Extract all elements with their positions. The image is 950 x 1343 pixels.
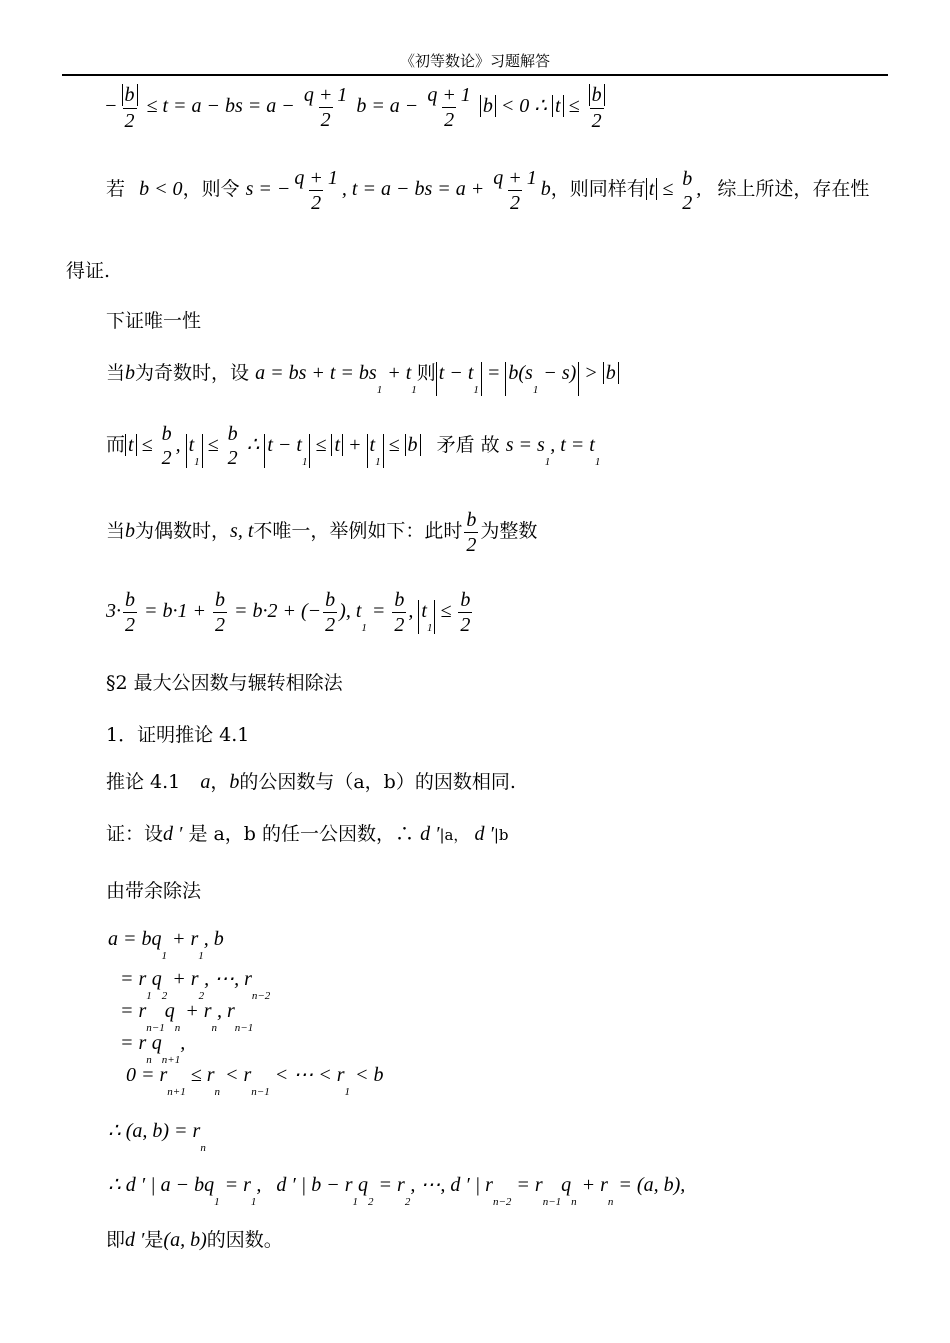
division-algorithm-intro: 由带余除法 xyxy=(106,880,202,902)
euclid-remainders: $0 = r_{n+1} \le r_n < r_{n-1}$ < ⋯ < $r_1 < b$ xyxy=(126,1064,384,1098)
corollary-statement: 推论 4.1 a，b的公因数与（a，b）的因数相同. xyxy=(106,771,516,793)
paragraph-even-case: 当b为偶数时，s, t不唯一，举例如下：此时 $\frac{b}{2}$ 为整数 xyxy=(106,509,538,556)
paragraph-contradiction: 而 t ≤ b 2 , $t_1$ ≤ b 2 ∴ $t - t_1 \le t + t_1 \le b$ 矛盾 故 $s = s_1$, $t = t_1$ xyxy=(106,423,601,469)
paragraph-existence-negative-b: 若 b < 0，则令 s = − $\frac{q + 1}{2}$ , t = a − bs = a + $\frac{q + 1}{2}$ b，则同样有 t ≤ b 2 , 综上所述，存在性 xyxy=(106,167,870,214)
section-title: §2 最大公因数与辗转相除法 xyxy=(106,672,343,694)
running-header: 《初等数论》习题解答 xyxy=(399,52,550,70)
formula-line-1: − $\frac{b}{2}$ ≤ t = a − bs = a − $\frac{q + 1}{2}$ b = a − $\frac{q + 1}{2}$ b < 0 ∴ t ≤ $\frac{b}{2}$ xyxy=(104,84,609,131)
paragraph-uniqueness-heading: 下证唯一性 xyxy=(106,310,202,332)
gcd-equals-rn: ∴ (a, $b) = r_n$ xyxy=(108,1120,206,1154)
euclid-step-1: $a = bq_1 + r_1$, b xyxy=(108,928,224,962)
paragraph-existence-proven: 得证. xyxy=(66,260,111,282)
header-rule xyxy=(62,74,888,76)
euclid-step-3: = $r_{n-1}q_n + r_n$, $r_{n-1}$ xyxy=(120,1000,254,1034)
proof-setup: 证：设d ′ 是 a，b 的任一公因数，∴ d ′|a， d ′|b xyxy=(106,823,509,845)
euclid-step-4: = $r_nq_{n+1}$, xyxy=(120,1032,186,1066)
euclid-step-2: = $r_1q_2 + r_2$, ⋯, $r_{n-2}$ xyxy=(120,968,271,1002)
paragraph-odd-case: 当b为奇数时，设 a = bs + $t = bs_1 + t_1$则 $t - t_1 = b(s_1 - s) > b$ xyxy=(106,362,619,396)
exercise-item-1: 1．证明推论 4.1 xyxy=(106,724,250,746)
formula-even-example: 3· $\frac{b}{2}$ = b·1 + $\frac{b}{2}$ = b·2 + (− $\frac{b}{2}$ ), $t_1$ = $\frac{b}{2}$ , $t_1$ ≤ $\frac{b}{2}$ xyxy=(106,589,471,636)
divisibility-chain: ∴ d ′ | $a - bq_1 = r_1$, d ′ | $b - r_1q_2 = r_2$, ⋯, d ′ | $r_{n-2} = r_{n-1}q_n + r_n = (a$, b), xyxy=(108,1174,686,1208)
proof-conclusion: 即d ′是(a, b)的因数。 xyxy=(106,1229,283,1251)
